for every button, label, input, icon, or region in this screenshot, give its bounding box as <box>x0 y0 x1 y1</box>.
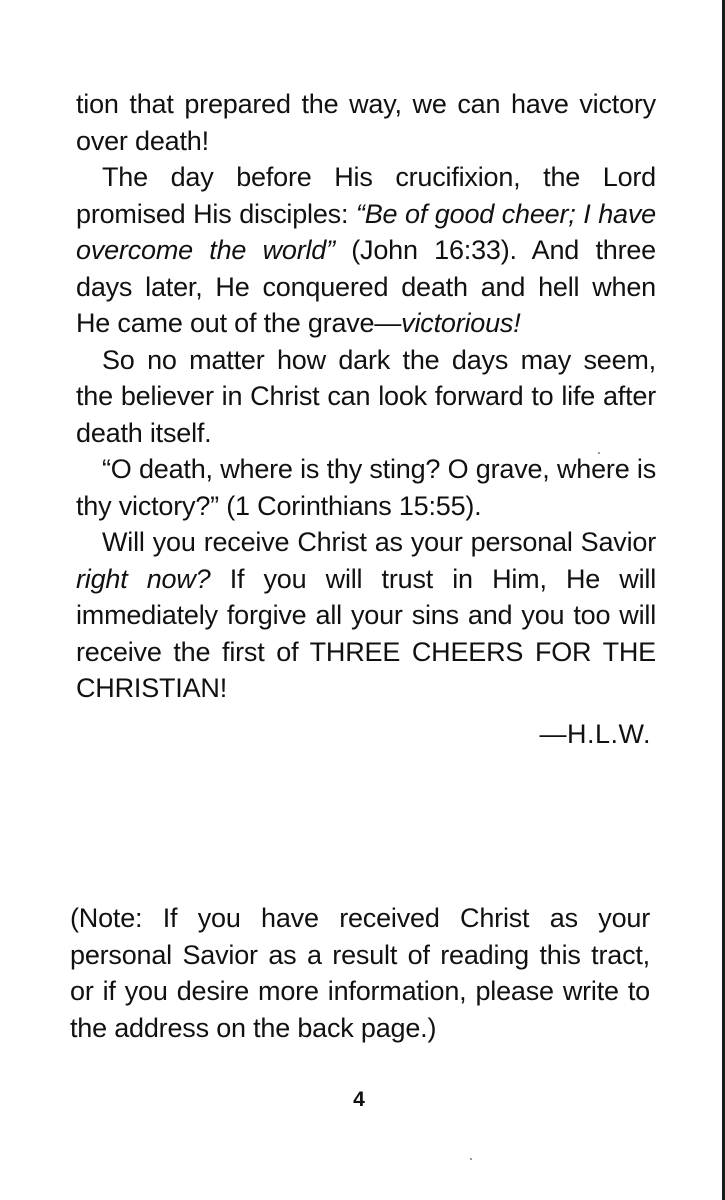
paragraph-2-emphasis: victorious! <box>401 308 521 338</box>
paragraph-4 <box>76 451 656 524</box>
paragraph-2 <box>76 159 656 342</box>
body-text <box>76 86 656 707</box>
paragraph-5-text-b: If you will trust in Him, He will immediately forgive all your sins and you too will receive the first of THREE CHEERS FOR THE CHRISTIAN! <box>76 563 656 703</box>
page-number: 4 <box>353 1088 365 1111</box>
reader-note: (Note: If you have received Christ as your personal Savior as a result of reading this tract, or if you desire more information, please write to the address on the back page.) <box>70 903 650 1043</box>
paragraph-5-text-a: Will you receive Christ as your personal Savior <box>102 527 656 557</box>
paragraph-1-text: tion that prepared the way, we can have victory over death! <box>76 89 656 156</box>
paragraph-1 <box>76 86 656 159</box>
paragraph-2-quote: “Be of good cheer; I have overcome the world” <box>76 198 656 265</box>
author-signature: —H.L.W. <box>539 719 651 749</box>
print-speck <box>470 1158 472 1160</box>
print-speck <box>598 452 600 454</box>
paragraph-5-emphasis: right now? <box>76 563 211 594</box>
paragraph-2-text-b: (John 16:33). And three days later, He conquered death and hell when He came out of the grave— <box>76 235 657 338</box>
paragraph-3 <box>76 342 656 452</box>
paragraph-5 <box>76 524 656 707</box>
paragraph-2-text-a: The day before His crucifixion, the Lord promised His disciples: <box>76 162 656 229</box>
paragraph-3-text: So no matter how dark the days may seem, the believer in Christ can look forward to life after death itself. <box>76 344 656 448</box>
paragraph-4-text: “O death, where is thy sting? O grave, where is thy victory?” (1 Corinthians 15:55). <box>76 454 656 521</box>
